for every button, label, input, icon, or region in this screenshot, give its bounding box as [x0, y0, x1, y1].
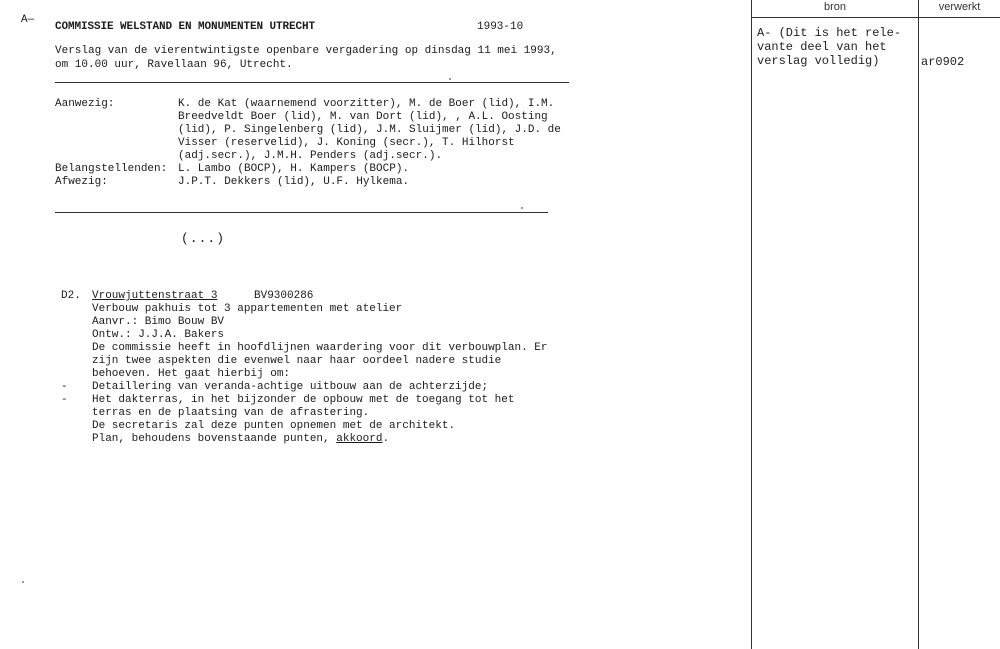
item-number: D2. [61, 290, 81, 302]
bullet-1-line-1: Detaillering van veranda-achtige uitbouw aan de achterzijde; [92, 381, 489, 393]
present-line-4: Visser (reservelid), J. Koning (secr.), T. Hilhorst [178, 137, 515, 149]
omission-ellipsis: (...) [181, 231, 226, 246]
final-suffix: . [382, 433, 390, 445]
bron-note: A- (Dit is het rele- vante deel van het verslag volledig) [757, 26, 902, 68]
final-verdict-line [92, 433, 389, 446]
final-prefix: Plan, behoudens bovenstaande punten, [92, 433, 337, 445]
panel-left-border [751, 0, 752, 649]
item-title: Vrouwjuttenstraat 3 [92, 290, 218, 302]
panel-column-divider [918, 0, 919, 649]
stakeholders-value: L. Lambo (BOCP), H. Kampers (BOCP). [178, 163, 410, 175]
column-header-verwerkt: verwerkt [938, 1, 981, 13]
absent-value: J.P.T. Dekkers (lid), U.F. Hylkema. [178, 176, 410, 188]
present-line-5: (adj.secr.), J.M.H. Penders (adj.secr.). [178, 150, 443, 162]
item-code: BV9300286 [254, 290, 314, 302]
bullet-dash-1: - [61, 381, 68, 393]
bullet-dash-2: - [61, 394, 68, 406]
item-line-4: De commissie heeft in hoofdlijnen waardering voor dit verbouwplan. Er [92, 342, 548, 354]
item-line-5: zijn twee aspekten die evenwel naar haar oordeel nadere studie [92, 355, 502, 367]
scan-speck [22, 581, 24, 583]
organization-heading: COMMISSIE WELSTAND EN MONUMENTEN UTRECHT [55, 21, 316, 33]
column-header-bron: bron [823, 1, 847, 13]
present-label: Aanwezig: [55, 98, 115, 110]
item-line-1: Verbouw pakhuis tot 3 appartementen met atelier [92, 303, 403, 315]
absent-label: Afwezig: [55, 176, 108, 188]
bullet-2-line-2: terras en de plaatsing van de afrastering. [92, 407, 370, 419]
item-line-6: behoeven. Het gaat hierbij om: [92, 368, 291, 380]
present-line-1: K. de Kat (waarnemend voorzitter), M. de Boer (lid), I.M. [178, 98, 555, 110]
bullet-2-line-1: Het dakterras, in het bijzonder de opbouw met de toegang tot het [92, 394, 515, 406]
verdict-word: akkoord [336, 433, 383, 445]
present-line-2: Breedveldt Boer (lid), M. van Dort (lid), , A.L. Oosting [178, 111, 548, 123]
closing-line: De secretaris zal deze punten opnemen met de architekt. [92, 420, 456, 432]
present-line-3: (lid), P. Singelenberg (lid), J.M. Sluijmer (lid), J.D. de [178, 124, 561, 136]
intro-line-1: Verslag van de vierentwintigste openbare vergadering op dinsdag 11 mei 1993, [55, 45, 557, 57]
scan-speck [449, 78, 451, 80]
scan-speck [521, 207, 523, 209]
stakeholders-label: Belangstellenden: [55, 163, 168, 175]
attendance-divider [55, 212, 548, 213]
panel-header-rule [751, 17, 1000, 18]
header-divider [55, 82, 569, 83]
intro-line-2: om 10.00 uur, Ravellaan 96, Utrecht. [55, 59, 293, 71]
document-number: 1993-10 [477, 21, 524, 33]
page-marker: A— [21, 14, 35, 26]
verwerkt-code: ar0902 [921, 55, 965, 69]
item-line-3: Ontw.: J.J.A. Bakers [92, 329, 225, 341]
item-line-2: Aanvr.: Bimo Bouw BV [92, 316, 225, 328]
